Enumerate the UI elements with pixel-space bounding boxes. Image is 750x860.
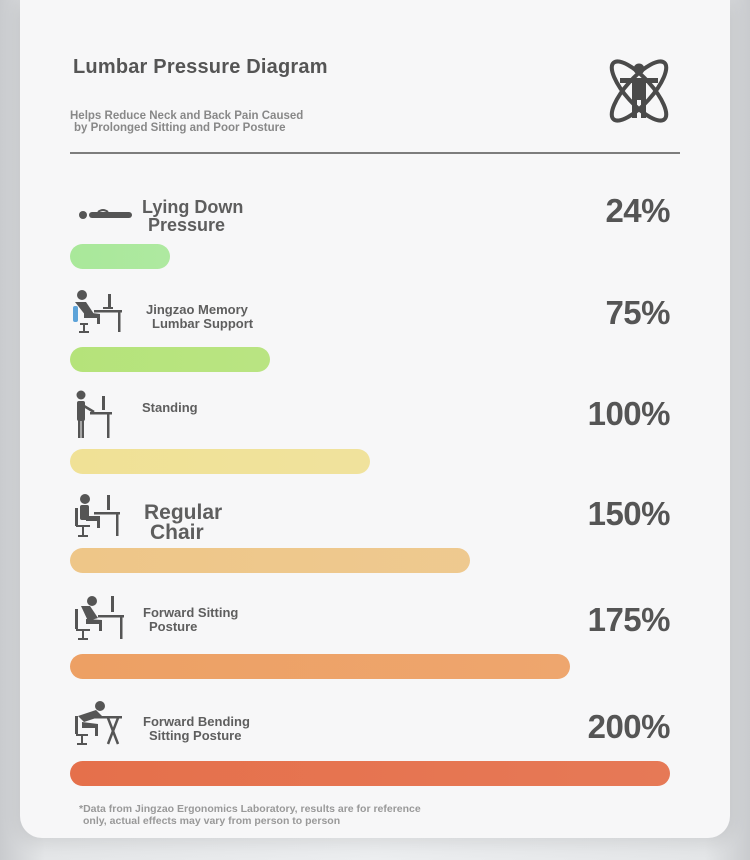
subtitle-line-1: Helps Reduce Neck and Back Pain Caused: [70, 110, 304, 122]
value-label: 75%: [605, 294, 670, 331]
value-label: 100%: [587, 395, 670, 432]
row-label: Regular Chair: [144, 501, 223, 544]
bar-forward-bending: [70, 761, 670, 786]
subtitle: [70, 111, 370, 134]
bar-lying-down: [70, 244, 170, 269]
bar-forward-sitting: [70, 654, 570, 679]
bar-standing: [70, 449, 370, 474]
standing-desk-person-icon: [74, 390, 114, 440]
row-label: Forward Bending Sitting Posture: [143, 714, 250, 743]
row-label: Lying Down Pressure: [142, 197, 244, 235]
regular-chair-person-icon: [72, 492, 122, 538]
ergonomic-chair-person-icon: [70, 288, 126, 334]
bar-regular-chair: [70, 548, 470, 573]
forward-bending-person-icon: [72, 700, 126, 746]
bar-lumbar-support: [70, 347, 270, 372]
value-label: 175%: [587, 601, 670, 638]
lying-person-icon: [76, 205, 134, 225]
ergonomic-person-icon: [596, 48, 682, 134]
subtitle-line-2: by Prolonged Sitting and Poor Posture: [74, 121, 286, 134]
page-title: Lumbar Pressure Diagram: [73, 56, 328, 78]
row-label: Standing: [142, 400, 198, 415]
value-label: 200%: [587, 708, 670, 745]
value-label: 150%: [587, 495, 670, 532]
row-label: Jingzao Memory Lumbar Support: [146, 302, 254, 331]
value-label: 24%: [605, 192, 670, 229]
forward-sitting-person-icon: [72, 593, 126, 641]
row-label: Forward Sitting Posture: [143, 605, 239, 634]
footnote: *Data from Jingzao Ergonomics Laboratory, results are for reference only, actual effects may vary from person to person: [79, 803, 421, 827]
header-divider: [70, 152, 680, 154]
